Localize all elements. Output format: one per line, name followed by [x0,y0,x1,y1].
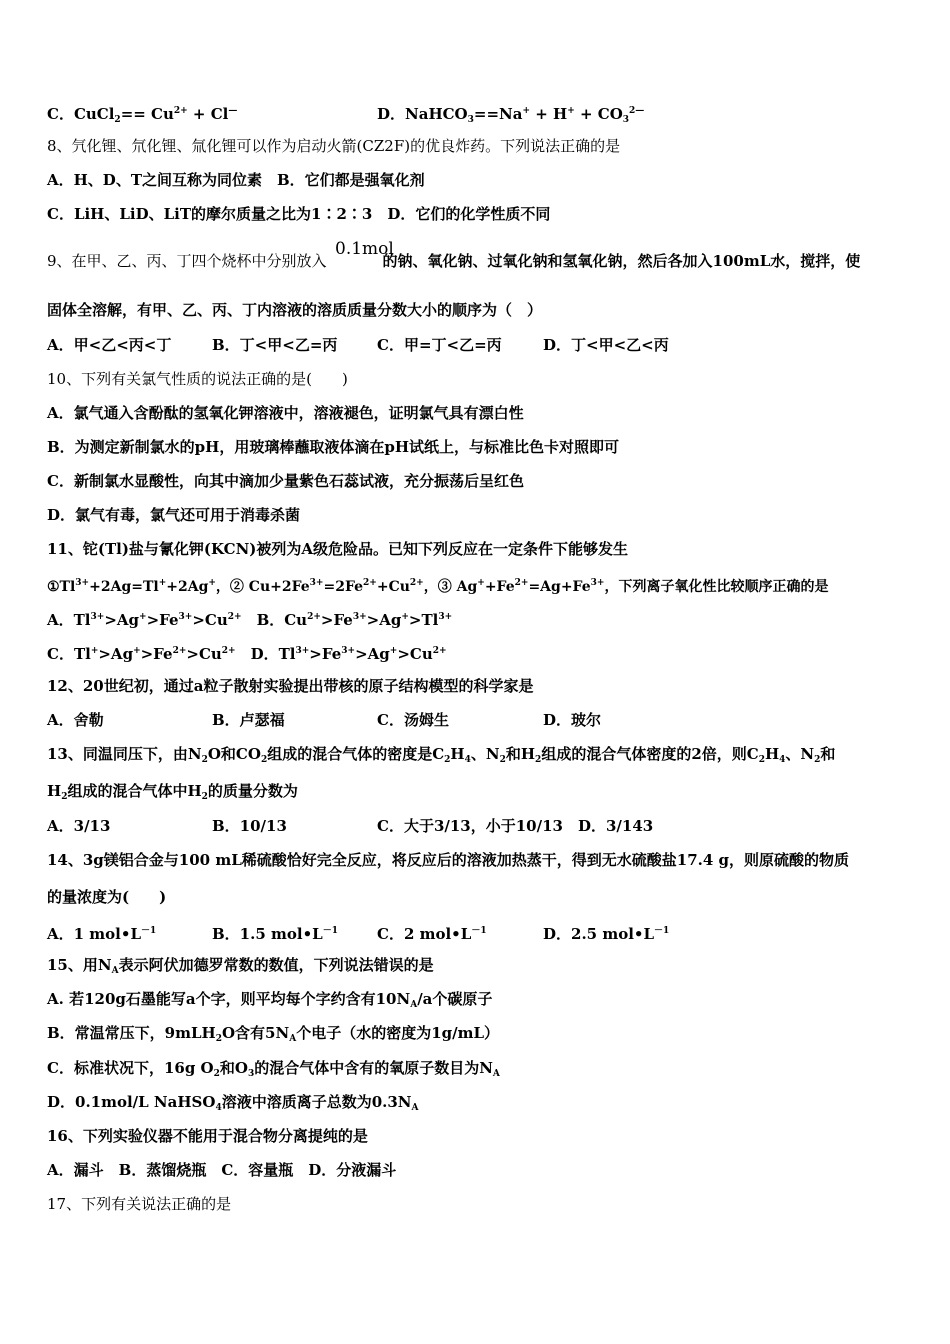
q9-option-b: B．丁<甲<乙=丙 [212,336,338,354]
q13-stem: 13、同温同压下，由$N_2O$和$CO_2$组成的混合气体的密度是$C_2H_4$、$N_2$和$H_2$组成的混合气体密度的2倍，则$C_2H_4$、$N_2$和 [47,745,836,765]
q8-stem: 8、氕化锂、氘化锂、氚化锂可以作为启动火箭(CZ2F)的优良炸药。下列说法正确的是 [47,137,621,155]
q14-stem-line2: 的量浓度为( ) [47,888,167,906]
q13-option-b: B．10/13 [212,817,287,835]
q12-option-a: A．舍勒 [47,711,104,729]
q12-stem: 12、20世纪初，通过a粒子散射实验提出带核的原子结构模型的科学家是 [47,677,534,695]
q10-option-c: C．新制氯水显酸性，向其中滴加少量紫色石蕊试液，充分振荡后呈红色 [47,472,524,490]
q14-option-c: C．2 $mol•L^{-1}$ [377,925,487,943]
q15-option-d: D．0.1mol/L NaHSO$_4$溶液中溶质离子总数为$0.3N_A$ [47,1093,419,1113]
q13-options-cd: C．大于3/13，小于10/13 D．3/143 [377,817,654,835]
q9-stem-line2: 固体全溶解，有甲、乙、丙、丁内溶液的溶质质量分数大小的顺序为（ ） [47,301,543,319]
q8-options-cd: C．LiH、LiD、LiT的摩尔质量之比为1∶2∶3 D．它们的化学性质不同 [47,205,551,223]
q14-option-b: B．1.5 $mol•L^{-1}$ [212,925,338,943]
q9-stem: 9、在甲、乙、丙、丁四个烧杯中分别放入 的钠、氧化钠、过氧化钠和氢氧化钠，然后各加入100mL水，搅拌，使 [47,252,861,270]
q15-option-c: C．标准状况下，16g $O_2$和$O_3$的混合气体中含有的氧原子数目为$N_A$ [47,1059,500,1079]
q14-option-d: D．2.5 $mol•L^{-1}$ [543,925,670,943]
q9-option-d: D．丁<甲<乙<丙 [543,336,669,354]
q16-stem: 16、下列实验仪器不能用于混合物分离提纯的是 [47,1127,368,1145]
q11-reactions: $①Tl^{3+}+2Ag=Tl^++2Ag^+$，② $Cu+2Fe^{3+}=2Fe^{2+}+Cu^{2+}$，③ $Ag^++Fe^{2+}=Ag+Fe^{3+}$，下列离子氧化性比较顺序正确的是 [47,578,829,595]
q15-option-a: A. 若120g石墨能写a个字，则平均每个字约含有$10N_A/a$个碳原子 [47,990,493,1010]
q7-option-c: C．CuCl$_2$== $Cu^{2+} + Cl^—$ [47,105,238,125]
q15-option-b: B．常温常压下，9mLH$_2$O含有$5N_A$个电子（水的密度为1g/mL） [47,1024,500,1044]
q12-option-b: B．卢瑟福 [212,711,285,729]
q15-stem: 15、用$N_A$表示阿伏加德罗常数的数值，下列说法错误的是 [47,956,434,976]
q8-options-ab: A．H、D、T之间互称为同位素 B．它们都是强氧化剂 [47,171,425,189]
q14-stem: 14、3g镁铝合金与100 mL稀硫酸恰好完全反应，将反应后的溶液加热蒸干，得到无水硫酸盐17.4 g，则原硫酸的物质 [47,851,849,869]
q10-option-d: D．氯气有毒，氯气还可用于消毒杀菌 [47,506,301,524]
q9-option-c: C．甲=丁<乙=丙 [377,336,502,354]
q13-stem-line2: $H_2$组成的混合气体中$H_2$的质量分数为 [47,782,298,802]
q7-option-d: D．NaHCO$_3$==Na+ + $H^+ + CO_3^{2—}$ [377,105,645,125]
q11-stem: 11、铊(Tl)盐与氰化钾(KCN)被列为A级危险品。已知下列反应在一定条件下能够发生 [47,540,629,558]
q13-option-a: A．3/13 [47,817,111,835]
q12-option-d: D．玻尔 [543,711,602,729]
q10-option-a: A．氯气通入含酚酞的氢氧化钾溶液中，溶液褪色，证明氯气具有漂白性 [47,404,524,422]
q14-option-a: A．1 $mol•L^{-1}$ [47,925,157,943]
q17-stem: 17、下列有关说法正确的是 [47,1195,232,1213]
q10-stem: 10、下列有关氯气性质的说法正确的是( ) [47,370,348,388]
q10-option-b: B．为测定新制氯水的pH，用玻璃棒蘸取液体滴在pH试纸上，与标准比色卡对照即可 [47,438,620,456]
q12-option-c: C．汤姆生 [377,711,449,729]
q9-option-a: A．甲<乙<丙<丁 [47,336,172,354]
q16-options: A．漏斗 B．蒸馏烧瓶 C．容量瓶 D．分液漏斗 [47,1161,397,1179]
q11-options-cd: C．$Tl^+>Ag^+>Fe^{2+}>Cu^{2+}$ D．$Tl^{3+}>Fe^{3+}>Ag^+>Cu^{2+}$ [47,645,447,663]
q11-options-ab: A．$Tl^{3+}>Ag^+>Fe^{3+}>Cu^{2+}$ B．$Cu^{2+}>Fe^{3+}>Ag^+>Tl^{3+}$ [47,611,453,629]
q9-amount-formula: 0.1mol [335,239,394,259]
